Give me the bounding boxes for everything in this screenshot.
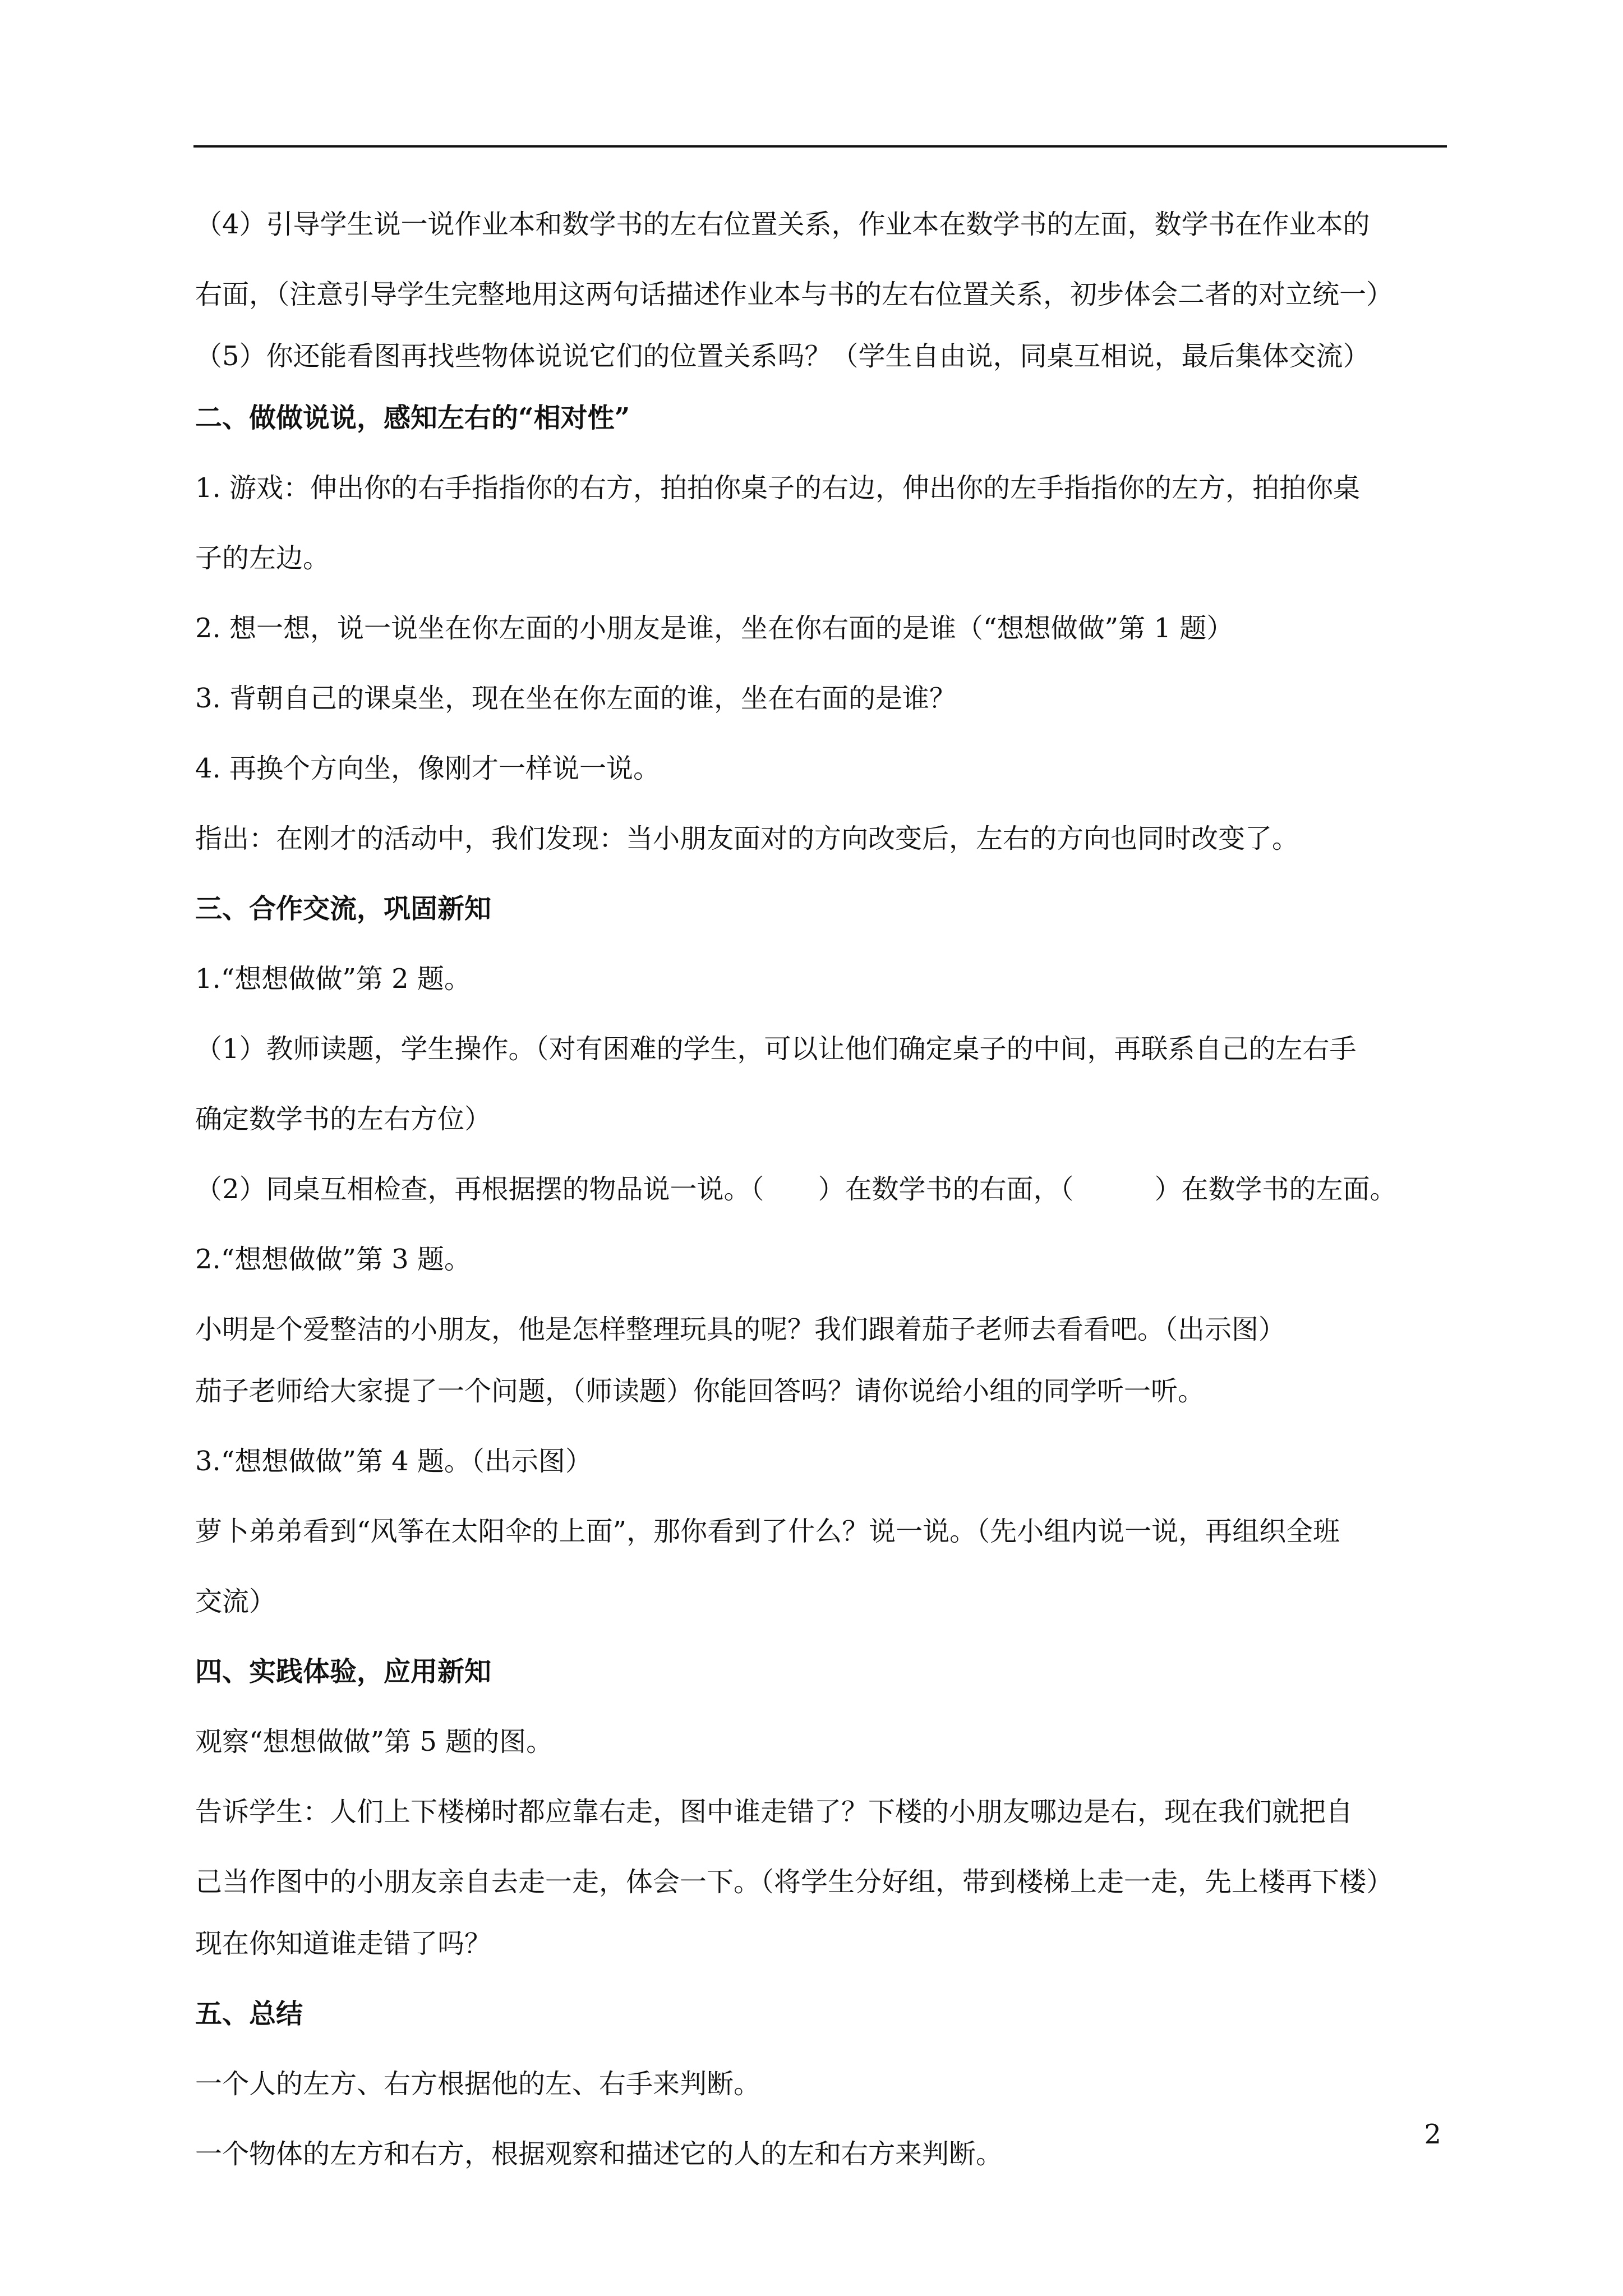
- text-line: 告诉学生：人们上下楼梯时都应靠右走，图中谁走错了？下楼的小朋友哪边是右，现在我们就把自: [195, 1796, 1353, 1828]
- text-line: 一个物体的左方和右方，根据观察和描述它的人的左和右方来判断。: [195, 2138, 1003, 2170]
- text-line: 3. 背朝自己的课桌坐，现在坐在你左面的谁，坐在右面的是谁？: [195, 683, 957, 714]
- text-line: 一个人的左方、右方根据他的左、右手来判断。: [195, 2068, 761, 2100]
- section-heading: 四、实践体验，应用新知: [195, 1656, 492, 1687]
- page-number: 2: [1424, 2119, 1441, 2150]
- section-heading: 五、总结: [195, 1998, 303, 2030]
- text-line: （4）引导学生说一说作业本和数学书的左右位置关系，作业本在数学书的左面，数学书在作业本的: [195, 209, 1370, 240]
- text-line: 3.“想想做做”第 4 题。（出示图）: [195, 1446, 592, 1477]
- text-line: （1）教师读题，学生操作。（对有困难的学生，可以让他们确定桌子的中间，再联系自己的左右手: [195, 1033, 1357, 1065]
- text-line: 确定数学书的左右方位）: [195, 1103, 492, 1135]
- section-heading: 二、做做说说，感知左右的“相对性”: [195, 402, 630, 434]
- text-line: （5）你还能看图再找些物体说说它们的位置关系吗？（学生自由说，同桌互相说，最后集体交流）: [195, 341, 1370, 372]
- text-line: 4. 再换个方向坐，像刚才一样说一说。: [195, 753, 661, 784]
- text-line: 小明是个爱整洁的小朋友，他是怎样整理玩具的呢？我们跟着茄子老师去看看吧。（出示图）: [195, 1314, 1286, 1345]
- text-line: 右面，（注意引导学生完整地用这两句话描述作业本与书的左右位置关系，初步体会二者的对立统一）: [195, 279, 1394, 310]
- text-line: 1.“想想做做”第 2 题。: [195, 963, 471, 995]
- text-line: 2. 想一想，说一说坐在你左面的小朋友是谁，坐在你右面的是谁（“想想做做”第 1 题）: [195, 613, 1234, 644]
- text-line: （2）同桌互相检查，再根据摆的物品说一说。（ ）在数学书的右面，（ ）在数学书的左面。: [195, 1174, 1397, 1205]
- section-heading: 三、合作交流，巩固新知: [195, 893, 492, 924]
- text-line: 交流）: [195, 1586, 276, 1617]
- text-line: 己当作图中的小朋友亲自去走一走，体会一下。（将学生分好组，带到楼梯上走一走，先上楼再下楼）: [195, 1866, 1394, 1898]
- text-line: 现在你知道谁走错了吗？: [195, 1928, 492, 1959]
- header-rule: [193, 145, 1447, 148]
- text-line: 观察“想想做做”第 5 题的图。: [195, 1726, 554, 1757]
- text-line: 茄子老师给大家提了一个问题，（师读题）你能回答吗？请你说给小组的同学听一听。: [195, 1375, 1205, 1407]
- text-line: 萝卜弟弟看到“风筝在太阳伞的上面”，那你看到了什么？说一说。（先小组内说一说，再组织全班: [195, 1516, 1340, 1547]
- body-text: [195, 205, 1457, 2174]
- text-line: 2.“想想做做”第 3 题。: [195, 1244, 471, 1275]
- text-line: 指出：在刚才的活动中，我们发现：当小朋友面对的方向改变后，左右的方向也同时改变了。: [195, 823, 1299, 854]
- text-line: 子的左边。: [195, 542, 330, 574]
- text-line: 1. 游戏：伸出你的右手指指你的右方，拍拍你桌子的右边，伸出你的左手指指你的左方，拍拍你桌: [195, 472, 1361, 504]
